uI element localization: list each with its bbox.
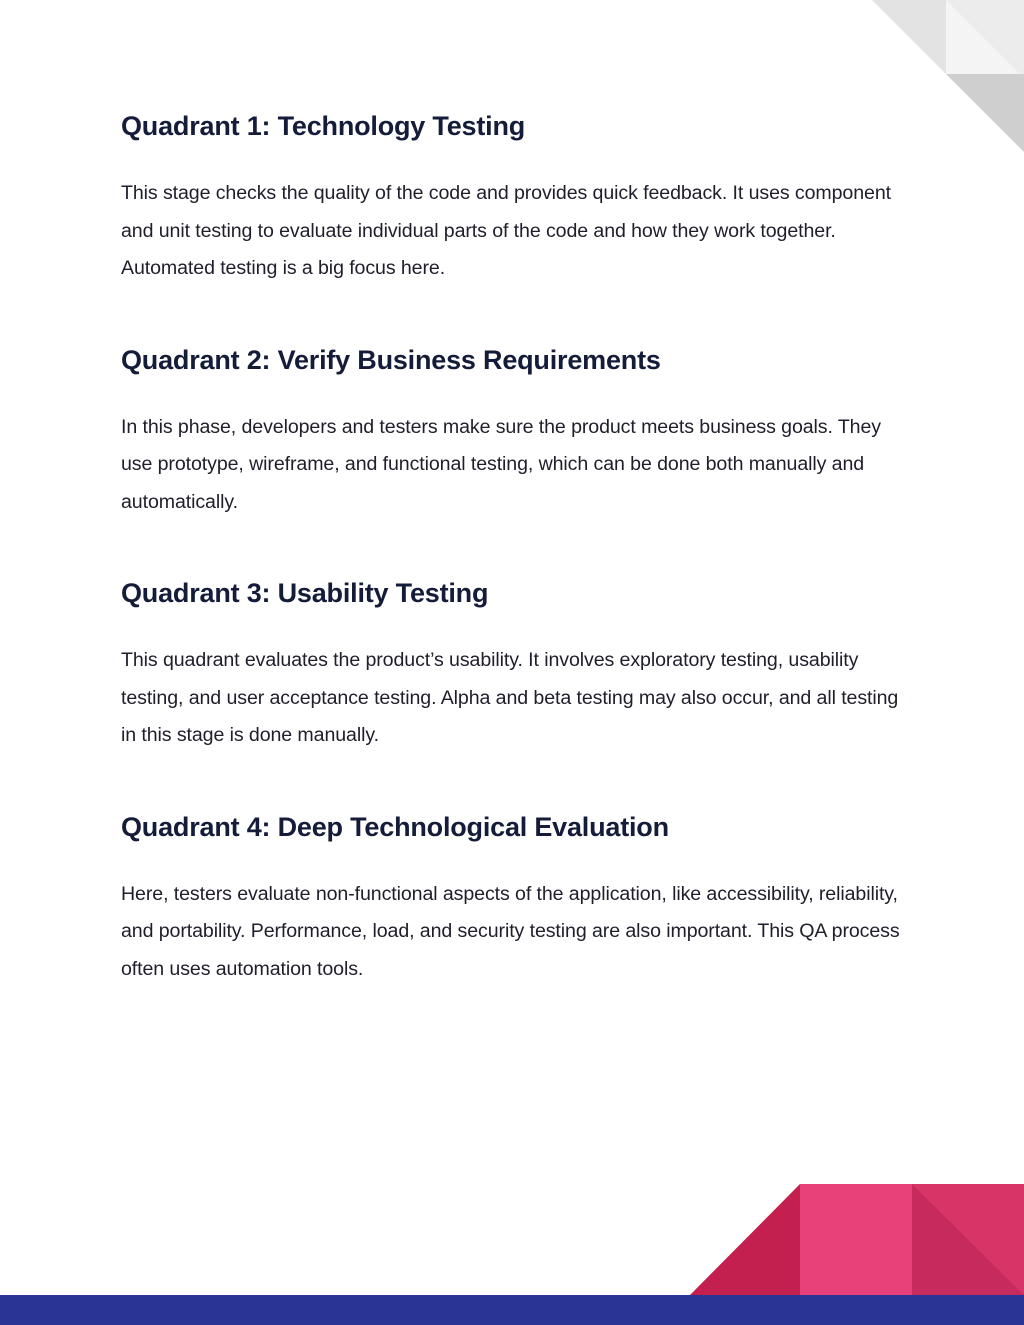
section-heading: Quadrant 2: Verify Business Requirements [121, 344, 661, 375]
section-quadrant-4 [121, 807, 907, 989]
footer-band [0, 1295, 1024, 1325]
section-heading: Quadrant 1: Technology Testing [121, 111, 526, 141]
section-quadrant-1 [121, 106, 907, 288]
document-body [121, 106, 907, 988]
corner-decoration-bottom [690, 1184, 1024, 1295]
section-body: This stage checks the quality of the code and provides quick feedback. It uses component and unit testing to evaluate individual parts of the code and how they work together. Automated testing is a big focus here. [121, 182, 891, 279]
section-quadrant-3 [121, 573, 907, 755]
section-body: In this phase, developers and testers make sure the product meets business goals. They use prototype, wireframe, and functional testing, which can be done both manually and automatically. [121, 415, 881, 513]
section-heading: Quadrant 3: Usability Testing [121, 578, 489, 608]
section-body: Here, testers evaluate non-functional aspects of the application, like accessibility, reliability, and portability. Performance, load, and security testing are also important. This QA process often uses automation tools. [121, 882, 900, 980]
section-body: This quadrant evaluates the product’s usability. It involves exploratory testing, usability testing, and user acceptance testing. Alpha and beta testing may also occur, and all testing in this stage is done manually. [121, 649, 899, 746]
section-heading: Quadrant 4: Deep Technological Evaluation [121, 811, 669, 842]
section-quadrant-2 [121, 340, 907, 522]
